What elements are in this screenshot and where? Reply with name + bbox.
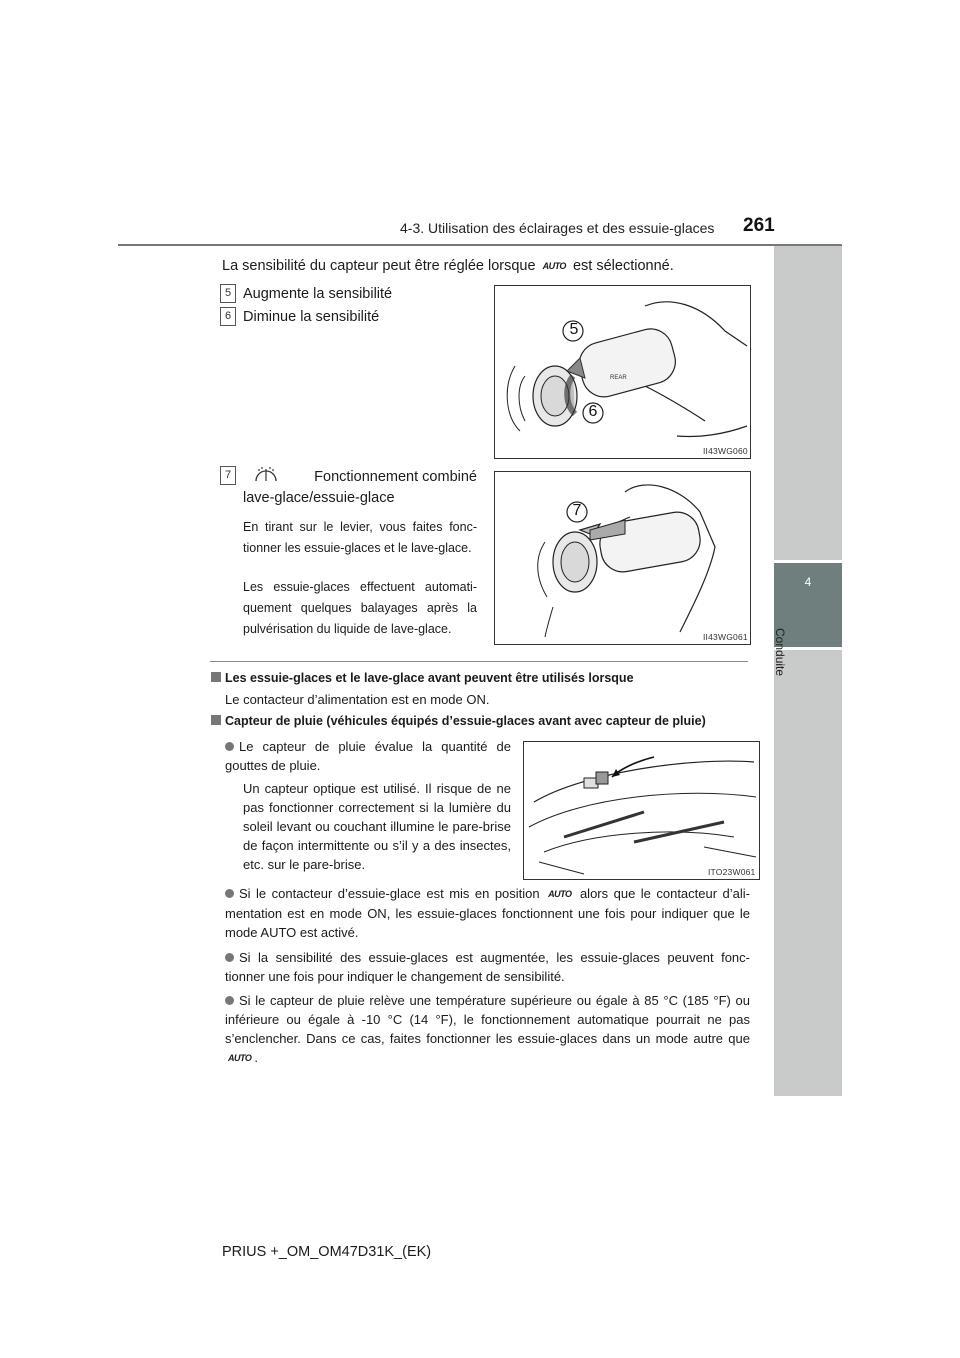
intro-sentence	[222, 256, 674, 277]
figure-code: II43WG060	[703, 446, 748, 456]
side-tab-lower	[774, 650, 842, 1096]
item-increase-sensitivity: Augmente la sensibilité	[243, 286, 393, 302]
rain-sensor-bullet-1: Le capteur de pluie évalue la quantité de gouttes de pluie.	[225, 739, 511, 773]
rain-sensor-optical-note: Un capteur optique est utilisé. Il risque de ne pas fonctionner correctement si la lumière du soleil levant ou couchant illumine le pare-brise de façon intermittente ou s’il y a des insectes, etc. sur le pare-brise.	[243, 781, 511, 872]
rain-sensor-bullet-4: Si le capteur de pluie relève une température supérieure ou égale à 85 °C (185 °F) ou inférieure ou égale à -10 °C (14 °F), le fonctionnement automatique pourrait ne pas s’enclencher. Dans ce cas, faites fonctionner les essuie-glaces dans un mode autre que AUTO .	[225, 991, 750, 1068]
item-decrease-sensitivity: Diminue la sensibilité	[243, 309, 380, 325]
auto-symbol: AUTO	[548, 889, 572, 899]
round-bullet-icon	[225, 996, 234, 1005]
chapter-number: 4	[804, 575, 812, 589]
figure-code: II43WG061	[703, 632, 748, 642]
figure-lever-pull	[494, 471, 751, 645]
round-bullet-icon	[225, 953, 234, 962]
page-number: 261	[743, 215, 775, 236]
lever-sensitivity-illustration	[495, 286, 750, 458]
round-bullet-icon	[225, 742, 234, 751]
chapter-label: Conduite	[773, 628, 787, 677]
lever-pull-illustration	[495, 472, 750, 644]
figure-lever-sensitivity	[494, 285, 751, 459]
header-rule	[118, 244, 842, 246]
square-bullet-icon	[211, 672, 221, 682]
side-tab-upper	[774, 246, 842, 560]
rain-sensor-bullet-2: Si le contacteur d’essuie-glace est mis en position AUTO alors que le contacteur d’ali-mentation est en mode ON, les essuie-glaces fonctionnent une fois pour indiquer que le mode AUTO est activé.	[225, 886, 750, 940]
note-heading-usable-when: Les essuie-glaces et le lave-glace avant peuvent être utilisés lorsque	[211, 668, 634, 689]
auto-symbol: AUTO	[542, 261, 566, 271]
item-combined-title-line2: lave-glace/essuie-glace	[243, 490, 395, 506]
callout-number-5: 5	[220, 284, 236, 303]
note-text-power-mode: Le contacteur d’alimentation est en mode ON.	[225, 692, 490, 707]
figure-code: ITO23W061	[708, 867, 756, 877]
rain-sensor-bullet-3: Si la sensibilité des essuie-glaces est augmentée, les essuie-glaces peuvent fonc-tionner une fois pour indiquer le changement de sensibilité.	[225, 950, 750, 984]
section-separator	[210, 661, 748, 662]
svg-text:REAR: REAR	[610, 375, 627, 381]
note-heading-rain-sensor: Capteur de pluie (véhicules équipés d’essuie-glaces avant avec capteur de pluie)	[211, 711, 706, 732]
item-combined-desc-2: Les essuie-glaces effectuent automati-quement quelques balayages après la pulvérisation du liquide de lave-glace.	[243, 580, 477, 636]
round-bullet-icon	[225, 889, 234, 898]
rain-sensor-illustration	[524, 742, 759, 879]
intro-text-after: est sélectionné.	[572, 258, 674, 274]
intro-text-before: La sensibilité du capteur peut être réglée lorsque	[222, 258, 536, 274]
figure-callout-6: 6	[588, 403, 598, 420]
figure-rain-sensor	[523, 741, 760, 880]
item-combined-title-line1: Fonctionnement combiné	[314, 469, 477, 485]
item-combined-desc-1: En tirant sur le levier, vous faites fonc-tionner les essuie-glaces et le lave-glace.	[243, 520, 477, 555]
section-title: 4-3. Utilisation des éclairages et des essuie-glaces	[400, 220, 715, 236]
figure-callout-5: 5	[569, 321, 579, 338]
figure-callout-7: 7	[572, 502, 582, 519]
document-code: PRIUS +_OM_OM47D31K_(EK)	[222, 1244, 432, 1260]
auto-symbol: AUTO	[228, 1053, 252, 1063]
square-bullet-icon	[211, 715, 221, 725]
callout-number-7: 7	[220, 466, 236, 485]
callout-number-6: 6	[220, 307, 236, 326]
